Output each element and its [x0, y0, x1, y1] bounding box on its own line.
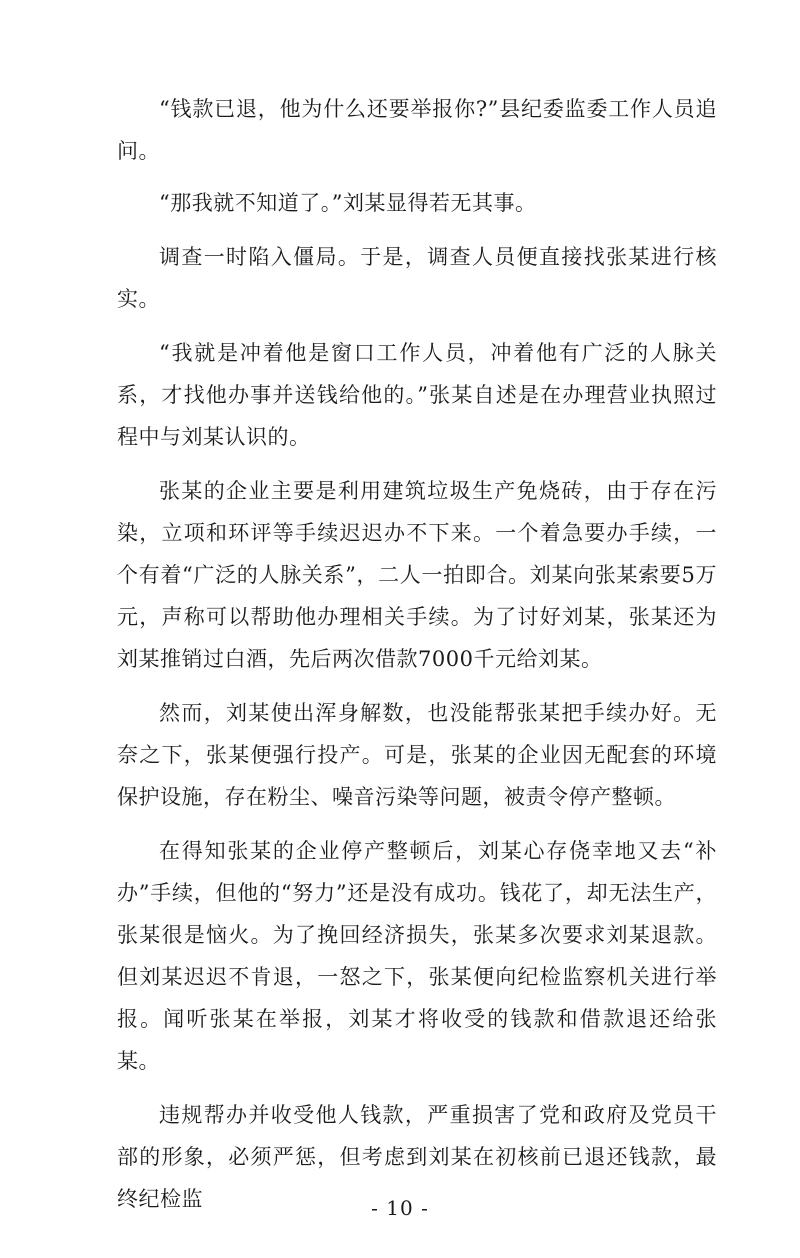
paragraph: “那我就不知道了。”刘某显得若无其事。 — [159, 191, 537, 215]
paragraph: “钱款已退，他为什么还要举报你?”县纪委监委工作人员追问。 — [117, 97, 717, 163]
paragraph: “我就是冲着他是窗口工作人员，冲着他有广泛的人脉关系，才找他办事并送钱给他的。”张某自述是在办理营业执照过程中与刘某认识的。 — [117, 341, 717, 449]
paragraph: 在得知张某的企业停产整顿后，刘某心存侥幸地又去“补办”手续，但他的“努力”还是没有成功。钱花了，却无法生产，张某很是恼火。为了挽回经济损失，张某多次要求刘某退款。但刘某迟迟不肯退，一怒之下，张某便向纪检监察机关进行举报。闻听张某在举报，刘某才将收受的钱款和借款退还给张某。 — [117, 839, 717, 1073]
page-number: - 10 - — [371, 1196, 429, 1220]
paragraph: 违规帮办并收受他人钱款，严重损害了党和政府及党员干部的形象，必须严惩，但考虑到刘某在初核前已退还钱款，最终纪检监 — [117, 1103, 717, 1211]
paragraph: 张某的企业主要是利用建筑垃圾生产免烧砖，由于存在污染，立项和环评等手续迟迟办不下来。一个着急要办手续，一个有着“广泛的人脉关系”，二人一拍即合。刘某向张某索要5万元，声称可以帮助他办理相关手续。为了讨好刘某，张某还为刘某推销过白酒，先后两次借款7000千元给刘某。 — [117, 479, 717, 671]
document-body — [117, 88, 717, 1232]
paragraph: 调查一时陷入僵局。于是，调查人员便直接找张某进行核实。 — [117, 245, 717, 311]
paragraph: 然而，刘某使出浑身解数，也没能帮张某把手续办好。无奈之下，张某便强行投产。可是，张某的企业因无配套的环境保护设施，存在粉尘、噪音污染等问题，被责令停产整顿。 — [117, 701, 717, 809]
